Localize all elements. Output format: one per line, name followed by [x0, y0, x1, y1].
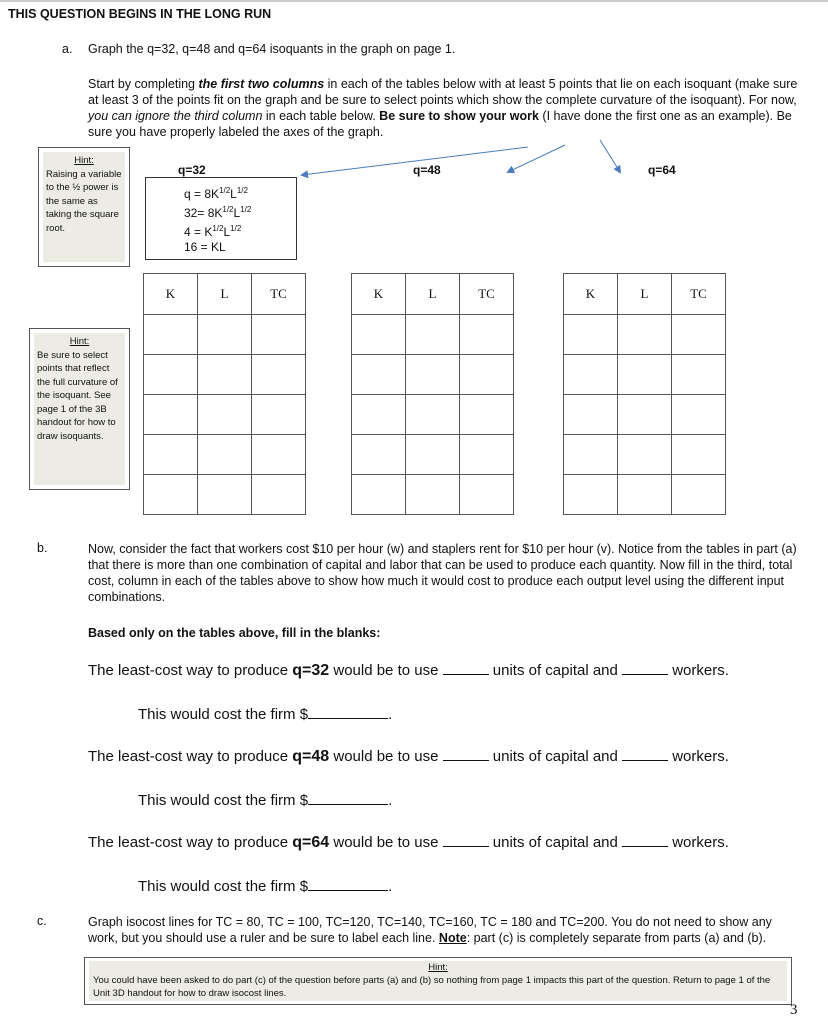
cell[interactable] — [352, 435, 406, 475]
example-work-box: $q = 8K^{1/2}L^{1/2}$ $32= 8K^{1/2}L^{1/2}$ $4 = K^{1/2}L^{1/2}$ 16 = KL — [145, 177, 297, 260]
header-tc: TC — [252, 274, 306, 315]
cell[interactable] — [144, 395, 198, 435]
part-a-letter: a. — [62, 42, 73, 56]
labor-blank[interactable] — [622, 846, 668, 847]
cell[interactable] — [352, 355, 406, 395]
cell[interactable] — [618, 395, 672, 435]
cell[interactable] — [144, 435, 198, 475]
header-k: K — [144, 274, 198, 315]
page-number: 3 — [790, 1002, 798, 1018]
page-title: THIS QUESTION BEGINS IN THE LONG RUN — [8, 7, 272, 21]
cell[interactable] — [564, 315, 618, 355]
cell[interactable] — [564, 435, 618, 475]
cell[interactable] — [352, 315, 406, 355]
header-tc: TC — [460, 274, 514, 315]
cell[interactable] — [198, 395, 252, 435]
header-l: L — [198, 274, 252, 315]
cell[interactable] — [252, 355, 306, 395]
cell[interactable] — [460, 315, 514, 355]
part-b-letter: b. — [37, 541, 48, 555]
cell[interactable] — [460, 395, 514, 435]
cell[interactable] — [198, 435, 252, 475]
cell[interactable] — [460, 475, 514, 515]
cell[interactable] — [618, 475, 672, 515]
cost-sentence-q32: This would cost the firm $ . — [138, 706, 393, 723]
cell[interactable] — [144, 475, 198, 515]
cost-blank[interactable] — [308, 890, 388, 891]
table-q64 — [563, 273, 726, 515]
capital-blank[interactable] — [443, 674, 489, 675]
cell[interactable] — [618, 435, 672, 475]
cost-blank[interactable] — [308, 804, 388, 805]
table-q32 — [143, 273, 306, 515]
cell[interactable] — [406, 315, 460, 355]
hint-isocost: Hint: You could have been asked to do part (c) of the question before parts (a) and (b) so nothing from page 1 impacts this part of the question. Return to page 1 of the Unit 3D handout for how to draw isocost lines. — [84, 957, 792, 1005]
capital-blank[interactable] — [443, 760, 489, 761]
cell[interactable] — [198, 355, 252, 395]
cell[interactable] — [460, 435, 514, 475]
cell[interactable] — [406, 475, 460, 515]
header-k: K — [352, 274, 406, 315]
table-label-q48: q=48 — [413, 163, 441, 177]
header-tc: TC — [672, 274, 726, 315]
cell[interactable] — [564, 355, 618, 395]
cost-sentence-q64: This would cost the firm $ . — [138, 878, 393, 895]
cell[interactable] — [564, 395, 618, 435]
hint-curvature: Hint: Be sure to select points that reflect the full curvature of the isoquant. See page 1 of the 3B handout for how to draw isoquants. — [29, 328, 130, 490]
cell[interactable] — [198, 315, 252, 355]
blank-sentence-q64: The least-cost way to produce q=64 would be to use units of capital and workers. — [88, 834, 729, 851]
cell[interactable] — [406, 395, 460, 435]
labor-blank[interactable] — [622, 674, 668, 675]
header-l: L — [618, 274, 672, 315]
part-b-text: Now, consider the fact that workers cost $10 per hour (w) and staplers rent for $10 per hour (v). Notice from the tables in part (a) that there is more than one combination of capital and labor that can be used to produce each quantity. Now fill in the third, total cost, column in each of the tables above to show how much it would cost to produce each output level using the different input combinations. — [88, 542, 797, 604]
header-k: K — [564, 274, 618, 315]
cell[interactable] — [672, 435, 726, 475]
header-l: L — [406, 274, 460, 315]
part-a-instructions: Start by completing the first two columns in each of the tables below with at least 5 points that lie on each isoquant (make sure at least 3 of the points fit on the graph and be sure to select points which show the complete curvature of the isoquant). For now, you can ignore the third column in each table below. Be sure to show your work (I have done the first one as an example). Be sure you have properly labeled the axes of the graph. — [88, 77, 798, 139]
cell[interactable] — [252, 315, 306, 355]
hint-square-root: Hint: Raising a variable to the ½ power is the same as taking the square root. — [38, 147, 130, 267]
cell[interactable] — [352, 395, 406, 435]
table-label-q64: q=64 — [648, 163, 676, 177]
cell[interactable] — [406, 355, 460, 395]
cell[interactable] — [672, 475, 726, 515]
cell[interactable] — [618, 355, 672, 395]
cell[interactable] — [352, 475, 406, 515]
cell[interactable] — [144, 315, 198, 355]
cell[interactable] — [672, 315, 726, 355]
part-b-subhead: Based only on the tables above, fill in the blanks: — [88, 626, 381, 640]
cell[interactable] — [252, 475, 306, 515]
cell[interactable] — [406, 435, 460, 475]
labor-blank[interactable] — [622, 760, 668, 761]
cell[interactable] — [672, 355, 726, 395]
cell[interactable] — [460, 355, 514, 395]
part-a-heading: Graph the q=32, q=48 and q=64 isoquants in the graph on page 1. — [88, 42, 456, 56]
part-c-letter: c. — [37, 914, 47, 928]
cell[interactable] — [198, 475, 252, 515]
part-c-text: Graph isocost lines for TC = 80, TC = 100, TC=120, TC=140, TC=160, TC = 180 and TC=200. You do not need to show any work, but you should use a ruler and be sure to label each line. Note: part (c) is completely separate from parts (a) and (b). — [88, 915, 772, 945]
cell[interactable] — [144, 355, 198, 395]
capital-blank[interactable] — [443, 846, 489, 847]
cell[interactable] — [252, 395, 306, 435]
table-q48 — [351, 273, 514, 515]
cost-sentence-q48: This would cost the firm $ . — [138, 792, 393, 809]
cell[interactable] — [564, 475, 618, 515]
cost-blank[interactable] — [308, 718, 388, 719]
blank-sentence-q32: The least-cost way to produce q=32 would be to use units of capital and workers. — [88, 662, 729, 679]
blank-sentence-q48: The least-cost way to produce q=48 would be to use units of capital and workers. — [88, 748, 729, 765]
cell[interactable] — [618, 315, 672, 355]
table-label-q32: q=32 — [178, 163, 206, 177]
cell[interactable] — [252, 435, 306, 475]
cell[interactable] — [672, 395, 726, 435]
